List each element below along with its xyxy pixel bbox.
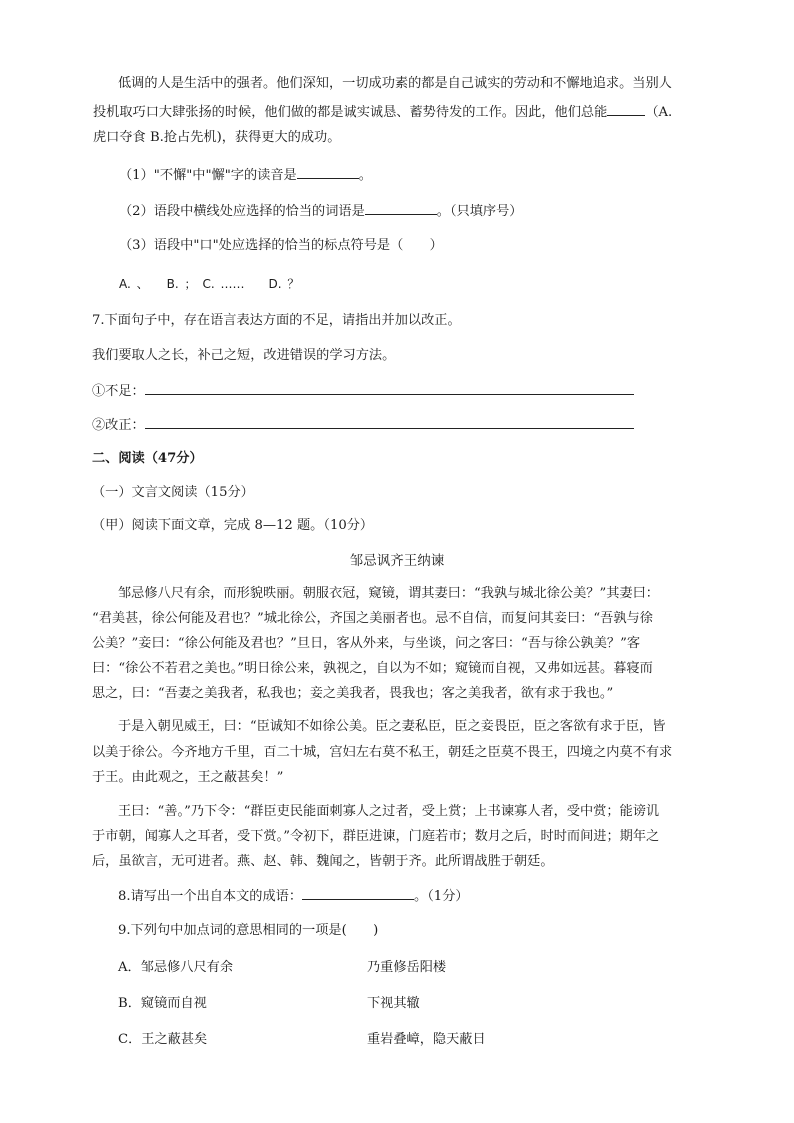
article-p3-line-1: 王曰：“善。”乃下令：“群臣吏民能面刺寡人之过者，受上赏；上书谏寡人者，受中赏；能谤讥 [118, 804, 660, 819]
article-p2-line-2: 以美于徐公。今齐地方千里，百二十城，宫妇左右莫不私王，朝廷之臣莫不畏王，四境之内莫不有求 [92, 745, 673, 760]
article-p2-line-1: 于是入朝见威王，曰：“臣诚知不如徐公美。臣之妻私臣，臣之妾畏臣，臣之客欲有求于臣，皆 [118, 719, 666, 734]
article-p3-line-2: 于市朝，闻寡人之耳者，受下赏。”令初下，群臣进谏，门庭若市；数月之后，时时而间进；期年之 [92, 829, 660, 844]
q9-option-c-right: 重岩叠嶂，隐天蔽日 [367, 1032, 486, 1047]
answer-blank[interactable] [607, 101, 645, 116]
article-p1-line-5: 思之，曰：“吾妻之美我者，私我也；妾之美我者，畏我也；客之美我者，欲有求于我也。” [92, 686, 614, 701]
q9-option-b-left: B．窥镜而自视 [118, 996, 207, 1011]
q7-deficiency-blank[interactable] [145, 380, 634, 395]
q9-stem: 9.下列句中加点词的意思相同的一项是( ) [118, 923, 379, 938]
q6-sub1 [119, 164, 372, 186]
article-p1-line-1: 邹忌修八尺有余，而形貌昳丽。朝服衣冠，窥镜，谓其妻曰：“我孰与城北徐公美？”其妻曰： [118, 586, 659, 601]
article-p1-line-3: 公美？”妾曰：“徐公何能及君也？”旦日，客从外来，与坐谈，问之客曰：“吾与徐公孰美？”客 [92, 636, 641, 651]
article-p2-line-3: 于王。由此观之，王之蔽甚矣！” [92, 770, 284, 785]
q9-option-a-right: 乃重修岳阳楼 [367, 960, 447, 975]
passage-line-2-option: （A. [645, 105, 673, 120]
q7-sentence: 我们要取人之长，补己之短，改进错误的学习方法。 [92, 348, 396, 363]
q7-label-1: ①不足： [92, 384, 145, 399]
passage-line-2-text: 投机取巧口大肆张扬的时候，他们做的都是诚实诚恳、蓄势待发的工作。因此，他们总能 [93, 105, 608, 120]
q8-blank[interactable] [302, 885, 414, 900]
passage-line-3: 虎口夺食 B.抢占先机)，获得更大的成功。 [93, 130, 341, 145]
article-p3-line-3: 后，虽欲言，无可进者。燕、赵、韩、魏闻之，皆朝于齐。此所谓战胜于朝廷。 [92, 854, 554, 869]
passage-line-1: 低调的人是生活中的强者。他们深知，一切成功素的都是自己诚实的劳动和不懈地追求。当别人 [118, 76, 672, 91]
passage-line-2 [93, 101, 672, 123]
q6-options: A. 、 B. ； C. …… D. ？ [119, 277, 300, 291]
section-2-part-1: （一）文言文阅读（15分） [92, 485, 254, 500]
q9-option-a-left: A．邹忌修八尺有余 [118, 960, 234, 975]
q9-option-c-left: C．王之蔽甚矣 [118, 1032, 208, 1047]
q6-sub3: （3）语段中"口"处应选择的恰当的标点符号是（ ） [119, 238, 443, 253]
q6-sub1-post: 。 [358, 168, 372, 183]
q7-deficiency [92, 380, 634, 402]
article-title: 邹忌讽齐王纳谏 [349, 553, 445, 569]
q6-sub2 [119, 200, 522, 222]
section-2-part-1a: （甲）阅读下面文章，完成 8—12 题。（10分） [92, 518, 374, 533]
q6-sub2-blank[interactable] [365, 200, 437, 215]
q6-sub2-post: 。（只填序号） [436, 204, 523, 219]
q7-correction [92, 414, 634, 436]
section-2-title: 二、阅读（47分） [92, 451, 203, 466]
q7-label-2: ②改正： [92, 418, 145, 433]
q8-text: 8.请写出一个出自本文的成语： [118, 889, 303, 904]
article-p1-line-2: “君美甚，徐公何能及君也？”城北徐公，齐国之美丽者也。忌不自信，而复问其妾曰：“吾孰与徐 [92, 611, 653, 626]
article-p1-line-4: 曰：“徐公不若君之美也。”明日徐公来，孰视之，自以为不如；窥镜而自视，又弗如远甚。暮寝而 [92, 661, 653, 676]
q8 [118, 885, 469, 907]
q8-post: 。（1分） [414, 889, 469, 904]
q9-option-b-right: 下视其辙 [367, 996, 420, 1011]
q6-sub1-blank[interactable] [297, 164, 359, 179]
q6-sub1-text: （1）"不懈"中"懈"字的读音是 [119, 168, 297, 183]
q7-stem: 7.下面句子中，存在语言表达方面的不足，请指出并加以改正。 [92, 313, 461, 328]
q6-sub2-text: （2）语段中横线处应选择的恰当的词语是 [119, 204, 365, 219]
q7-correction-blank[interactable] [145, 414, 634, 429]
